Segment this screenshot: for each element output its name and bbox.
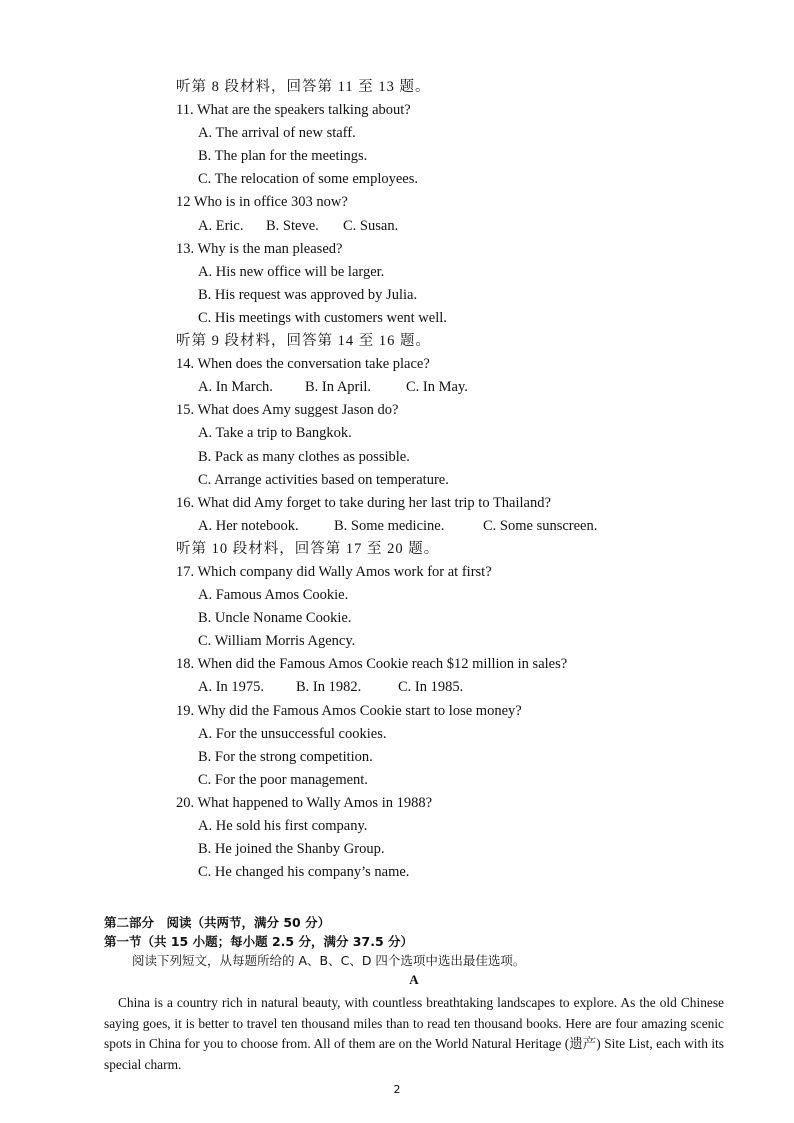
option-15b: B. Pack as many clothes as possible. (198, 448, 410, 465)
part-two-heading: 第二部分 阅读（共两节，满分 50 分） (104, 915, 331, 930)
question-17: 17. Which company did Wally Amos work for at first? (176, 563, 492, 580)
section-8-heading: 听第 8 段材料，回答第 11 至 13 题。 (176, 79, 431, 95)
option-12c: C. Susan. (343, 217, 399, 234)
section-10-heading: 听第 10 段材料，回答第 17 至 20 题。 (176, 540, 440, 557)
options-14 (176, 376, 776, 399)
question-14: 14. When does the conversation take place? (176, 356, 430, 373)
option-14b: B. In April. (305, 379, 372, 396)
listening-section (176, 76, 776, 884)
reading-section (104, 913, 724, 989)
question-13: 13. Why is the man pleased? (176, 240, 343, 257)
option-19b: B. For the strong competition. (198, 748, 373, 765)
option-19c: C. For the poor management. (198, 771, 368, 788)
option-12b: B. Steve. (266, 217, 319, 234)
option-18c: C. In 1985. (398, 679, 464, 696)
question-18: 18. When did the Famous Amos Cookie reach $12 million in sales? (176, 656, 568, 673)
section-one-heading: 第一节（共 15 小题；每小题 2.5 分，满分 37.5 分） (104, 934, 413, 949)
option-14c: C. In May. (406, 379, 468, 396)
options-16 (176, 515, 776, 538)
reading-instruction: 阅读下列短文，从每题所给的 A、B、C、D 四个选项中选出最佳选项。 (132, 953, 526, 968)
option-12a: A. Eric. (198, 217, 244, 234)
option-16c: C. Some sunscreen. (483, 517, 598, 534)
page-number: 2 (393, 1083, 401, 1096)
option-15c: C. Arrange activities based on temperature. (198, 471, 449, 488)
options-12 (176, 215, 776, 238)
option-19a: A. For the unsuccessful cookies. (198, 725, 387, 742)
option-20a: A. He sold his first company. (198, 818, 368, 834)
question-16: 16. What did Amy forget to take during her last trip to Thailand? (176, 494, 551, 511)
option-16a: A. Her notebook. (198, 517, 299, 534)
option-13b: B. His request was approved by Julia. (198, 286, 418, 303)
option-18b: B. In 1982. (296, 679, 362, 696)
option-14a: A. In March. (198, 379, 273, 396)
question-12: 12 Who is in office 303 now? (176, 194, 348, 211)
passage-text: China is a country rich in natural beauty, with countless breathtaking landscapes to explore. As the old Chinese saying goes, it is better to travel ten thousand miles than to read ten thousand books. Here are four amazing scenic spots in China for you to choose from. All of them are on the World Natural Heritage (遗产) Site List, each with its special charm. (104, 995, 724, 1072)
option-11c: C. The relocation of some employees. (198, 171, 418, 188)
option-17a: A. Famous Amos Cookie. (198, 587, 349, 604)
question-19: 19. Why did the Famous Amos Cookie start to lose money? (176, 702, 522, 719)
option-16b: B. Some medicine. (334, 517, 445, 534)
option-13c: C. His meetings with customers went well. (198, 309, 447, 326)
question-11: 11. What are the speakers talking about? (176, 102, 411, 119)
passage-label: A (409, 972, 419, 987)
option-20b: B. He joined the Shanby Group. (198, 841, 385, 858)
option-13a: A. His new office will be larger. (198, 263, 385, 280)
option-17b: B. Uncle Noname Cookie. (198, 610, 352, 627)
question-15: 15. What does Amy suggest Jason do? (176, 402, 399, 419)
option-18a: A. In 1975. (198, 679, 265, 696)
option-20c: C. He changed his company’s name. (198, 864, 410, 881)
question-20: 20. What happened to Wally Amos in 1988? (176, 794, 433, 811)
options-18 (176, 676, 776, 699)
option-11a: A. The arrival of new staff. (198, 125, 356, 142)
option-15a: A. Take a trip to Bangkok. (198, 425, 352, 442)
option-11b: B. The plan for the meetings. (198, 148, 368, 165)
option-17c: C. William Morris Agency. (198, 633, 356, 650)
section-9-heading: 听第 9 段材料，回答第 14 至 16 题。 (176, 333, 431, 350)
